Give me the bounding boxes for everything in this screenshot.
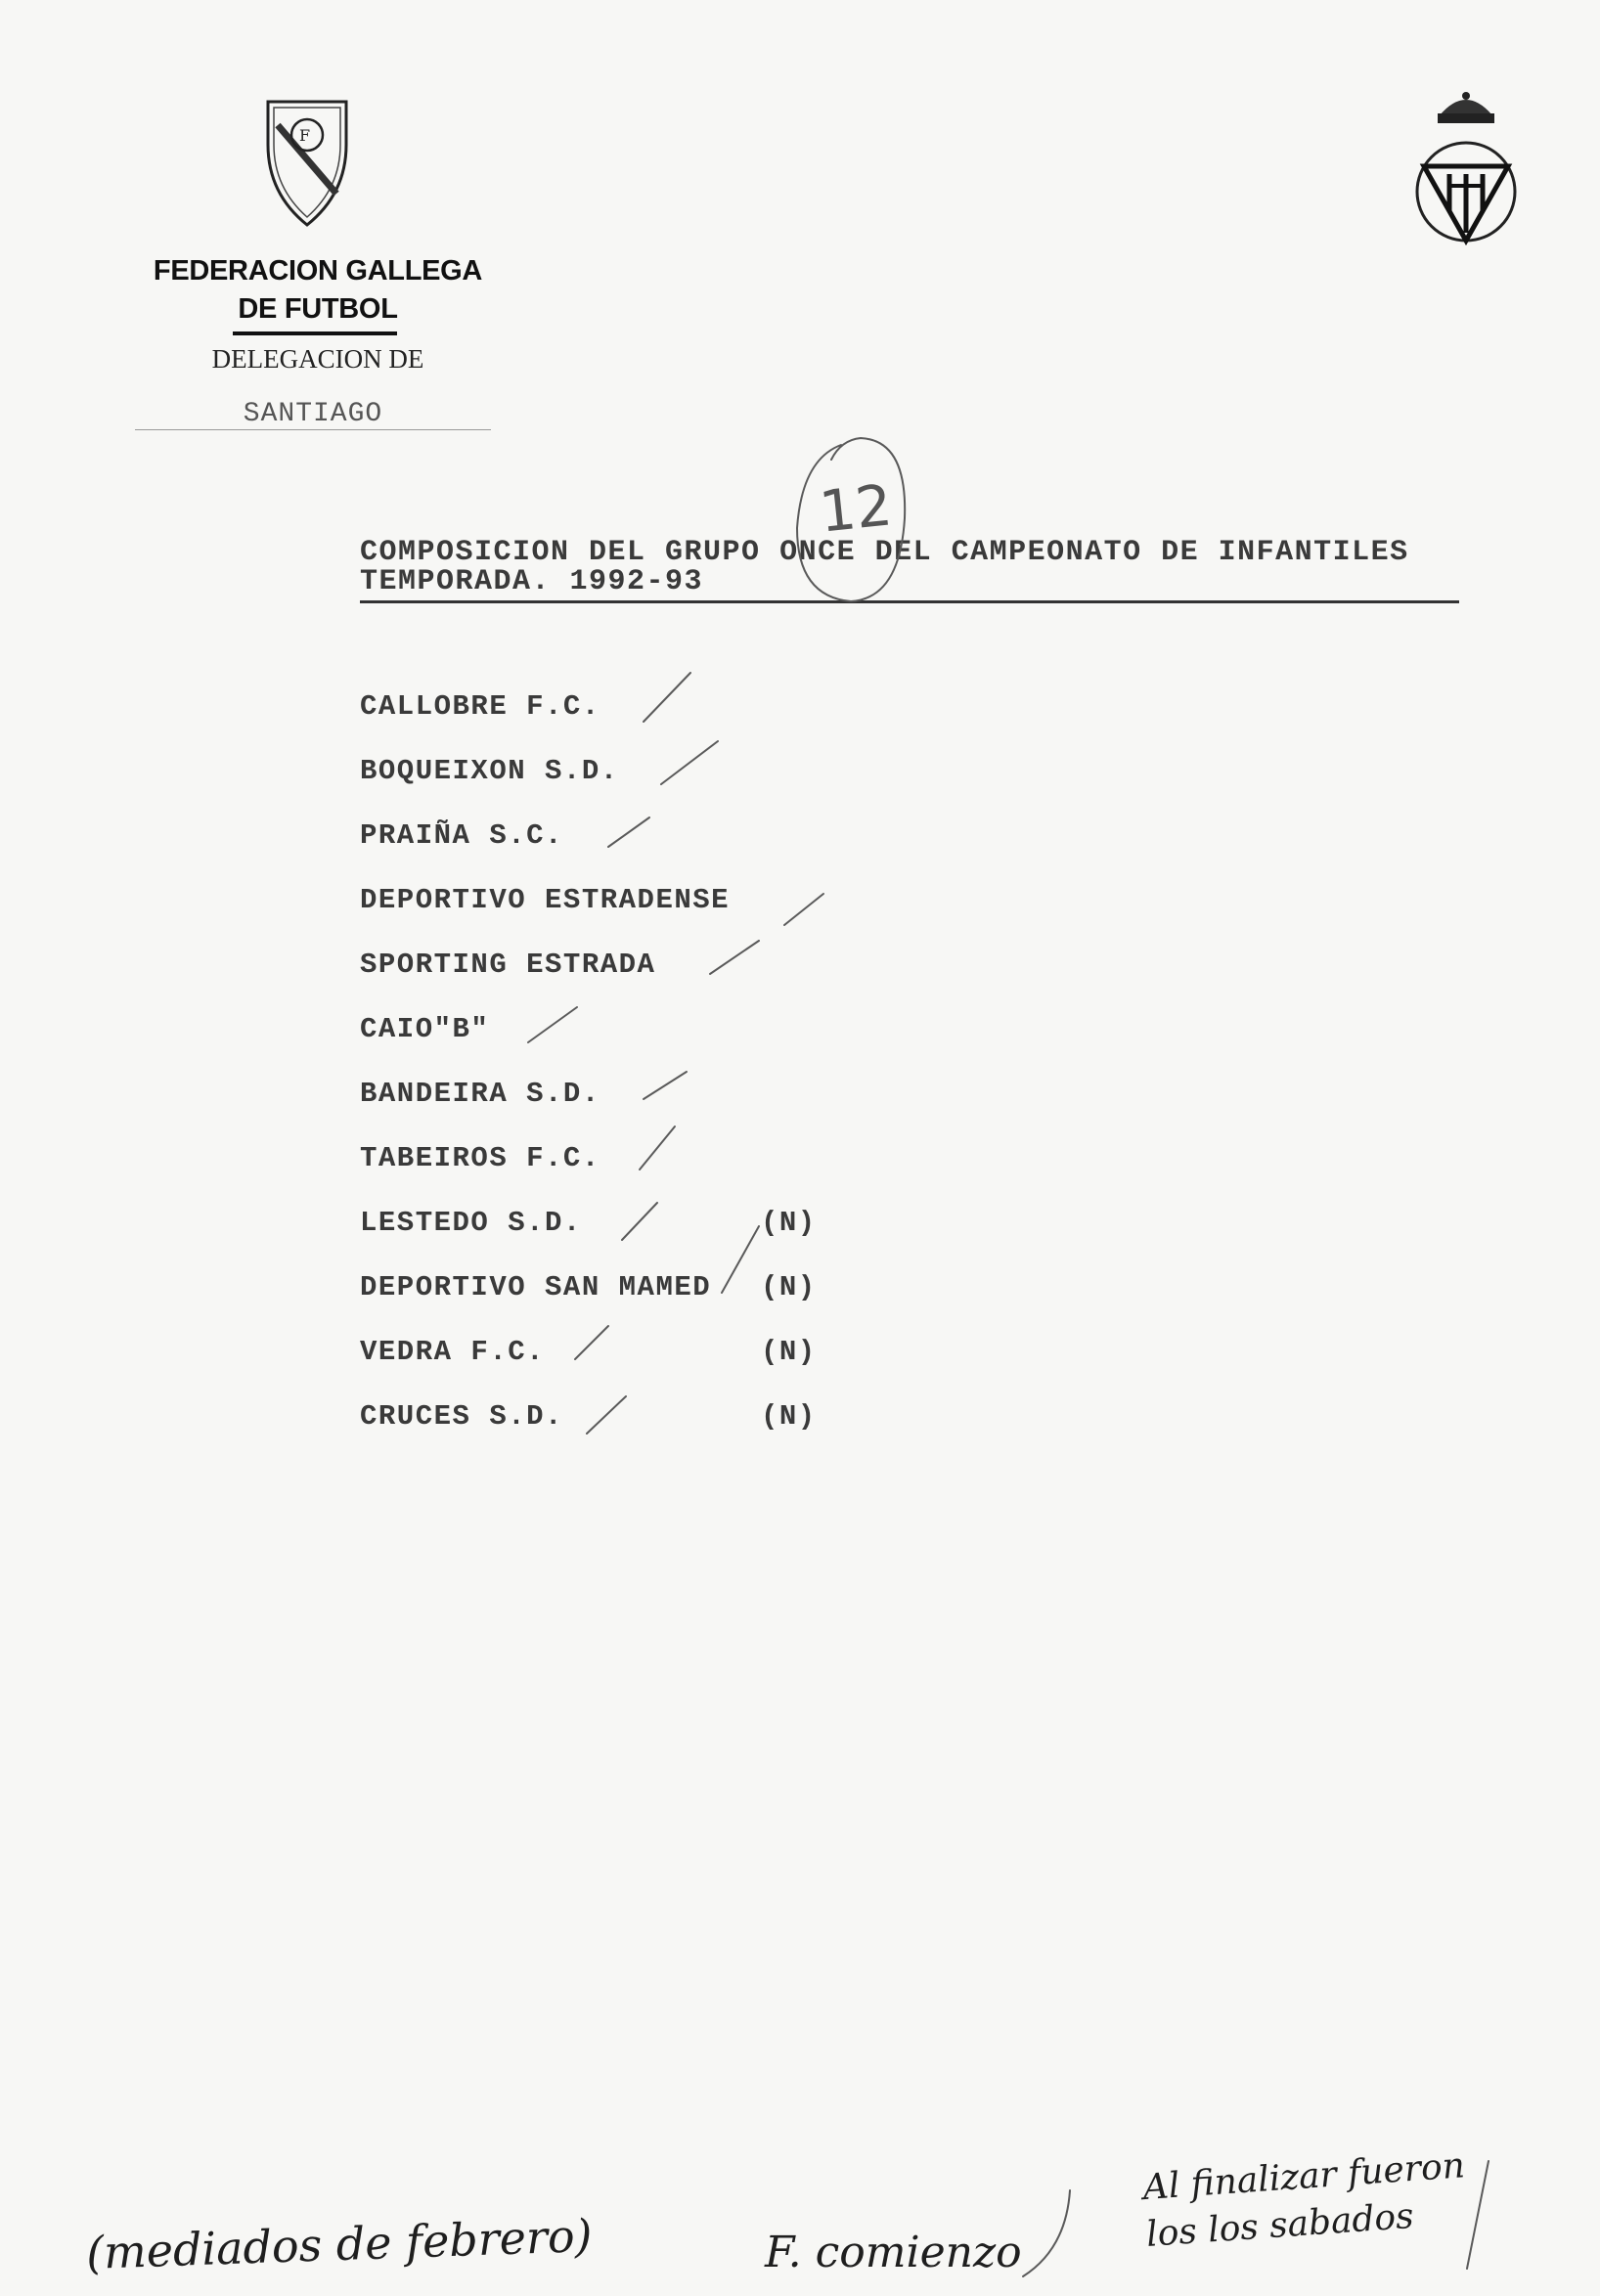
team-name: DEPORTIVO SAN MAMED [360,1271,712,1303]
svg-text:F: F [299,126,311,145]
team-name: CALLOBRE F.C. [360,690,600,723]
team-name: BANDEIRA S.D. [360,1078,600,1110]
check-mark [608,817,649,847]
organization-name-line2: DE FUTBOL [238,293,398,325]
check-mark [784,894,823,925]
delegation-label: DELEGACION DE [211,344,424,374]
handwritten-note-dates: (mediados de febrero) [85,2208,594,2280]
title-underline [360,600,1459,603]
check-mark [587,1396,626,1434]
team-new-mark: (N) [761,1207,817,1239]
handwritten-note-end-line1: Al finalizar fueron [1141,2145,1467,2209]
team-new-mark: (N) [761,1271,817,1303]
check-mark [622,1203,657,1240]
check-mark [710,941,759,974]
galician-federation-crest [264,96,350,229]
city-rule [135,429,491,430]
circled-group-number: 12 [816,471,896,546]
team-name: TABEIROS F.C. [360,1142,600,1174]
team-new-mark: (N) [761,1400,817,1433]
team-name: BOQUEIXON S.D. [360,755,619,787]
team-name: CRUCES S.D. [360,1400,563,1433]
team-name: PRAIÑA S.C. [360,819,563,852]
check-mark [722,1226,759,1293]
document-season: TEMPORADA. 1992-93 [360,565,704,598]
check-mark [575,1326,608,1359]
document-title: COMPOSICION DEL GRUPO ONCE DEL CAMPEONATO DE INFANTILES [360,536,1409,569]
check-mark [644,1072,687,1099]
team-name: SPORTING ESTRADA [360,949,656,981]
organization-underline [233,331,397,335]
handwritten-note-end-line2: los los sabados [1144,2195,1415,2255]
handwritten-note-start: F. comienzo [765,2228,1022,2277]
team-name: CAIO"B" [360,1013,490,1045]
check-mark [644,673,690,722]
organization-name [59,252,577,329]
team-new-mark: (N) [761,1336,817,1368]
handwritten-note-end [1141,2134,1597,2259]
check-mark [640,1126,675,1170]
check-mark [661,741,718,784]
handwritten-flourish [1023,2190,1070,2276]
team-name: DEPORTIVO ESTRADENSE [360,884,731,916]
team-name: VEDRA F.C. [360,1336,546,1368]
delegation-city: SANTIAGO [243,399,383,429]
check-mark [528,1007,577,1042]
team-name: LESTEDO S.D. [360,1207,582,1239]
royal-federation-crest [1410,84,1522,250]
organization-name-line1: FEDERACION GALLEGA [153,255,483,287]
